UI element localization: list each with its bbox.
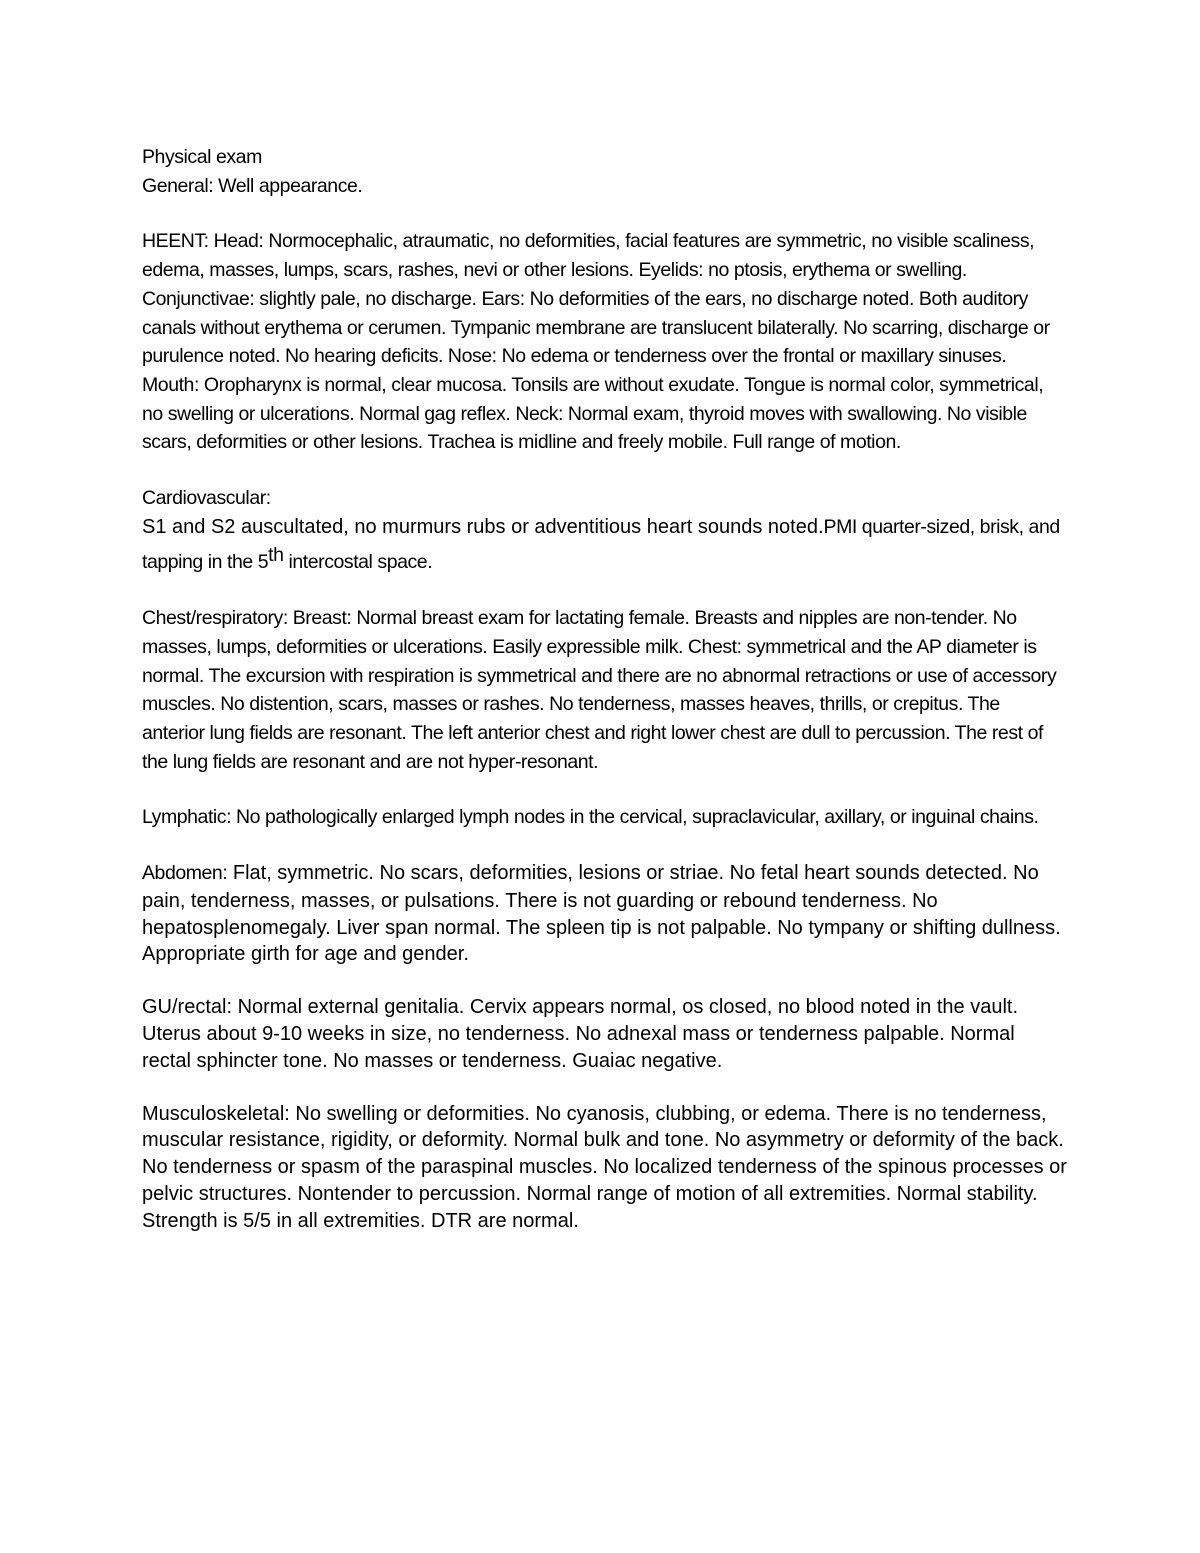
pmi-text: PMI quarter-sized, brisk, and tapping in the 5 xyxy=(142,515,1060,574)
cardiovascular-section xyxy=(142,513,1067,577)
general-section: General: Well appearance. xyxy=(142,174,363,197)
abdomen-section xyxy=(142,859,1067,968)
document-title: Physical exam xyxy=(142,146,262,168)
cardiovascular-text: S1 and S2 auscultated, no murmurs rubs or adventitious heart sounds noted. xyxy=(142,515,824,538)
chest-respiratory-section: Chest/respiratory: Breast: Normal breast exam for lactating female. Breasts and nipples are non-tender. No masses, lumps, deformities or ulcerations. Easily expressible milk. Chest: symmetrical and the AP diameter is normal. The excursion with respiration is symmetrical and there are no abnormal retractions or use of accessory muscles. No distention, scars, masses or rashes. No tenderness, masses heaves, thrills, or crepitus. The anterior lung fields are resonant. The left anterior chest and right lower chest are dull to percussion. The rest of the lung fields are resonant and are not hyper-resonant. xyxy=(142,607,1057,773)
cardiovascular-heading: Cardiovascular: xyxy=(142,487,271,510)
lymphatic-section: Lymphatic: No pathologically enlarged lymph nodes in the cervical, supraclavicular, axillary, or inguinal chains. xyxy=(142,806,1039,829)
pmi-text-end: intercostal space. xyxy=(283,551,433,574)
heent-section: HEENT: Head: Normocephalic, atraumatic, no deformities, facial features are symmetric, no visible scaliness, edema, masses, lumps, scars, rashes, nevi or other lesions. Eyelids: no ptosis, erythema or swelling. Conjunctivae: slightly pale, no discharge. Ears: No deformities of the ears, no discharge noted. Both auditory canals without erythema or cerumen. Tympanic membrane are translucent bilaterally. No scarring, discharge or purulence noted. No hearing deficits. Nose: No edema or tenderness over the frontal or maxillary sinuses. Mouth: Oropharynx is normal, clear mucosa. Tonsils are without exudate. Tongue is normal color, symmetrical, no swelling or ulcerations. Normal gag reflex. Neck: Normal exam, thyroid moves with swallowing. No visible scars, deformities or other lesions. Trachea is midline and freely mobile. Full range of motion. xyxy=(142,230,1050,454)
musculoskeletal-section: Musculoskeletal: No swelling or deformities. No cyanosis, clubbing, or edema. There is no tenderness, muscular resistance, rigidity, or deformity. Normal bulk and tone. No asymmetry or deformity of the back. No tenderness or spasm of the paraspinal muscles. No localized tenderness of the spinous processes or pelvic structures. Nontender to percussion. Normal range of motion of all extremities. Normal stability. Strength is 5/5 in all extremities. DTR are normal. xyxy=(142,1102,1067,1232)
abdomen-label: Abdomen: xyxy=(142,862,228,885)
gu-rectal-section: GU/rectal: Normal external genitalia. Cervix appears normal, os closed, no blood noted in the vault. Uterus about 9-10 weeks in size, no tenderness. No adnexal mass or tenderness palpable. Normal rectal sphincter tone. No masses or tenderness. Guaiac negative. xyxy=(142,996,1019,1072)
abdomen-text: Flat, symmetric. No scars, deformities, lesions or striae. No fetal heart sounds detected. No pain, tenderness, masses, or pulsations. There is not guarding or rebound tenderness. No hepatosplenomegaly. Liver span normal. The spleen tip is not palpable. No tympany or shifting dullness. Appropriate girth for age and gender. xyxy=(142,862,1061,966)
ordinal-suffix: th xyxy=(268,544,284,567)
document-page xyxy=(142,143,1067,1235)
